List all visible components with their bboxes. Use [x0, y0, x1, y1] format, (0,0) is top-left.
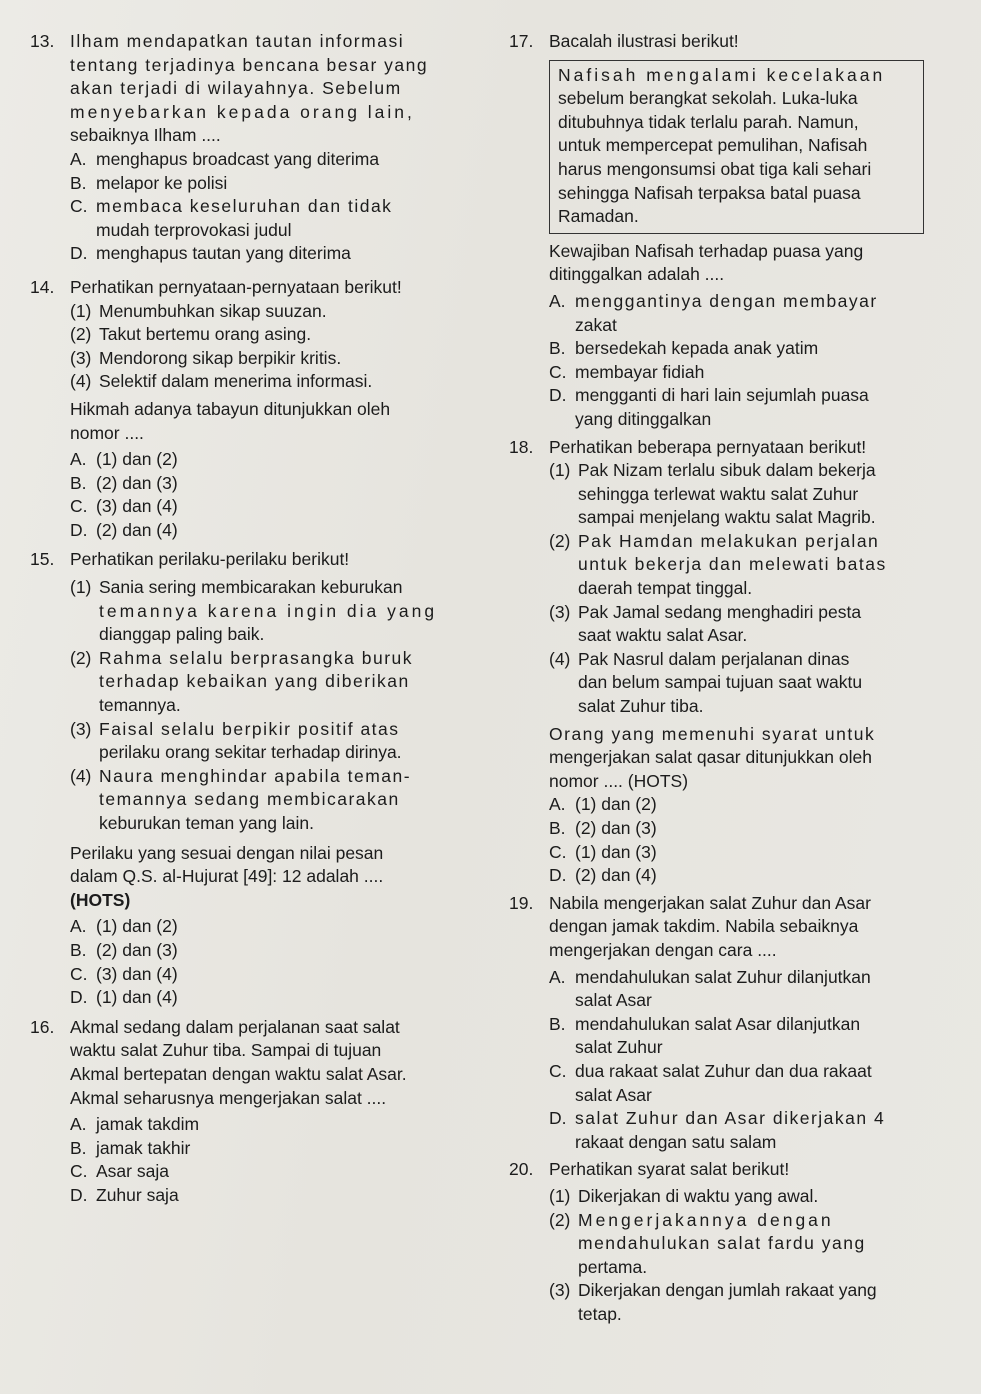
- question-prompt-line: Orang yang memenuhi syarat untuk: [549, 723, 876, 744]
- statement-item: (4) Pak Nasrul dalam perjalanan dinas dan belum sampai tujuan saat waktu salat Zuhur tiba.: [549, 648, 863, 717]
- answer-option-c[interactable]: C. (1) dan (3): [549, 841, 657, 862]
- left-column: [30, 30, 480, 1208]
- question-prompt-line: Hikmah adanya tabayun ditunjukkan oleh: [70, 398, 391, 419]
- question-15: [30, 548, 480, 1009]
- answer-option-a[interactable]: A. mendahulukan salat Zuhur dilanjutkan salat Asar: [549, 966, 871, 1011]
- question-stem: Perhatikan perilaku-perilaku berikut!: [70, 549, 350, 570]
- question-number: 15.: [30, 549, 55, 570]
- answer-option-b[interactable]: B. (2) dan (3): [70, 472, 178, 493]
- answer-option-a[interactable]: A. menghapus broadcast yang diterima: [70, 148, 380, 169]
- answer-option-a[interactable]: A. (1) dan (2): [549, 794, 657, 815]
- question-stem-line: menyebarkan kepada orang lain,: [70, 101, 415, 122]
- question-stem: Perhatikan beberapa pernyataan berikut!: [549, 436, 867, 457]
- question-number: 16.: [30, 1016, 55, 1037]
- answer-option-a[interactable]: A. (1) dan (2): [70, 449, 178, 470]
- answer-option-d[interactable]: D. (2) dan (4): [70, 519, 178, 540]
- statement-item: (1) Pak Nizam terlalu sibuk dalam bekerja sehingga terlewat waktu salat Zuhur sampai menjelang waktu salat Magrib.: [549, 460, 876, 528]
- question-20: [509, 1158, 924, 1326]
- question-stem-line: Ilham mendapatkan tautan informasi: [70, 31, 405, 51]
- question-number: 17.: [509, 31, 534, 51]
- question-prompt-line: dalam Q.S. al-Hujurat [49]: 12 adalah ....: [70, 866, 384, 887]
- answer-option-c[interactable]: C. membayar fidiah: [549, 361, 705, 382]
- answer-option-a[interactable]: A. menggantinya dengan membayar zakat: [549, 290, 878, 335]
- statement-item: (2) Rahma selalu berprasangka buruk terhadap kebaikan yang diberikan temannya.: [70, 647, 414, 716]
- answer-option-d[interactable]: D. (2) dan (4): [549, 865, 657, 886]
- statement-item: (2) Takut bertemu orang asing.: [70, 324, 312, 345]
- answer-option-c[interactable]: C. Asar saja: [70, 1161, 169, 1182]
- question-16: [30, 1016, 480, 1208]
- statement-item: (2) Pak Hamdan melakukan perjalan untuk bekerja dan melewati batas daerah tempat tinggal.: [549, 530, 887, 599]
- statement-item: (2) Mengerjakannya dengan mendahulukan salat fardu yang pertama.: [549, 1209, 866, 1277]
- question-stem-line: akan terjadi di wilayahnya. Sebelum: [70, 78, 402, 99]
- answer-option-b[interactable]: B. bersedekah kepada anak yatim: [549, 338, 819, 359]
- question-prompt-line: nomor ....: [70, 422, 144, 443]
- question-stem-line: dengan jamak takdim. Nabila sebaiknya: [549, 916, 859, 937]
- answer-option-a[interactable]: A. jamak takdim: [70, 1114, 200, 1135]
- question-17: [509, 30, 924, 432]
- question-stem-line: waktu salat Zuhur tiba. Sampai di tujuan: [70, 1040, 382, 1061]
- question-stem: Perhatikan pernyataan-pernyataan berikut!: [70, 276, 402, 297]
- answer-option-a[interactable]: A. (1) dan (2): [70, 916, 178, 937]
- question-number: 19.: [509, 892, 534, 913]
- question-stem: Perhatikan syarat salat berikut!: [549, 1159, 790, 1180]
- question-18: [509, 436, 924, 888]
- question-13: [30, 30, 480, 266]
- statement-item: (3) Faisal selalu berpikir positif atas perilaku orang sekitar terhadap dirinya.: [70, 718, 402, 763]
- question-prompt-line: Perilaku yang sesuai dengan nilai pesan: [70, 842, 384, 863]
- question-prompt-line: ditinggalkan adalah ....: [549, 264, 725, 285]
- right-column: [509, 30, 924, 1326]
- question-stem-line: Akmal seharusnya mengerjakan salat ....: [70, 1087, 387, 1108]
- question-stem-line: Akmal sedang dalam perjalanan saat salat: [70, 1016, 400, 1037]
- question-prompt-line: Kewajiban Nafisah terhadap puasa yang: [549, 240, 864, 261]
- statement-item: (1) Sania sering membicarakan keburukan temannya karena ingin dia yang dianggap paling baik.: [70, 577, 438, 645]
- answer-option-c[interactable]: C. dua rakaat salat Zuhur dan dua rakaat salat Asar: [549, 1060, 872, 1105]
- answer-option-b[interactable]: B. jamak takhir: [70, 1137, 191, 1158]
- answer-option-b[interactable]: B. (2) dan (3): [70, 939, 178, 960]
- answer-option-d[interactable]: D. Zuhur saja: [70, 1184, 179, 1205]
- answer-option-b[interactable]: B. melapor ke polisi: [70, 172, 228, 193]
- answer-option-d[interactable]: D. (1) dan (4): [70, 987, 178, 1008]
- answer-option-d[interactable]: D. menghapus tautan yang diterima: [70, 243, 351, 264]
- statement-item: (4) Naura menghindar apabila teman- temannya sedang membicarakan keburukan teman yang lain.: [70, 765, 412, 833]
- question-stem-line: sebaiknya Ilham ....: [70, 125, 221, 146]
- statement-item: (1) Menumbuhkan sikap suuzan.: [70, 300, 327, 321]
- statement-item: (1) Dikerjakan di waktu yang awal.: [549, 1185, 819, 1206]
- hots-label: (HOTS): [70, 889, 131, 910]
- question-stem-line: Akmal bertepatan dengan waktu salat Asar.: [70, 1063, 407, 1084]
- question-stem-line: Nabila mengerjakan salat Zuhur dan Asar: [549, 892, 871, 913]
- question-number: 18.: [509, 436, 534, 457]
- answer-option-d[interactable]: D. mengganti di hari lain sejumlah puasa yang ditinggalkan: [549, 385, 869, 429]
- answer-option-b[interactable]: B. mendahulukan salat Asar dilanjutkan salat Zuhur: [549, 1013, 861, 1058]
- question-number: 13.: [30, 31, 55, 51]
- question-stem: Bacalah ilustrasi berikut!: [549, 31, 739, 51]
- question-prompt-line: nomor .... (HOTS): [549, 770, 689, 791]
- statement-item: (3) Pak Jamal sedang menghadiri pesta saat waktu salat Asar.: [549, 601, 862, 646]
- illustration-box: Nafisah mengalami kecelakaan sebelum berangkat sekolah. Luka-luka ditubuhnya tidak terlalu parah. Namun, untuk mempercepat pemulihan, Nafisah harus mengonsumsi obat tiga kali sehari sehingga Nafisah terpaksa batal puasa Ramadan.: [549, 60, 924, 234]
- question-stem-line: mengerjakan dengan cara ....: [549, 939, 777, 960]
- answer-option-c[interactable]: C. (3) dan (4): [70, 496, 178, 517]
- answer-option-b[interactable]: B. (2) dan (3): [549, 818, 657, 838]
- question-19: [509, 892, 924, 1155]
- question-prompt-line: mengerjakan salat qasar ditunjukkan oleh: [549, 747, 872, 768]
- question-number: 14.: [30, 276, 55, 297]
- statement-item: (3) Mendorong sikap berpikir kritis.: [70, 347, 342, 368]
- question-stem-line: tentang terjadinya bencana besar yang: [70, 54, 429, 75]
- answer-option-c[interactable]: C. (3) dan (4): [70, 963, 178, 984]
- statement-item: (3) Dikerjakan dengan jumlah rakaat yang tetap.: [549, 1280, 877, 1324]
- question-14: [30, 276, 480, 543]
- question-number: 20.: [509, 1159, 534, 1180]
- answer-option-d[interactable]: D. salat Zuhur dan Asar dikerjakan 4 rakaat dengan satu salam: [549, 1108, 886, 1152]
- answer-option-c[interactable]: C. membaca keseluruhan dan tidak mudah terprovokasi judul: [70, 196, 393, 240]
- statement-item: (4) Selektif dalam menerima informasi.: [70, 371, 373, 392]
